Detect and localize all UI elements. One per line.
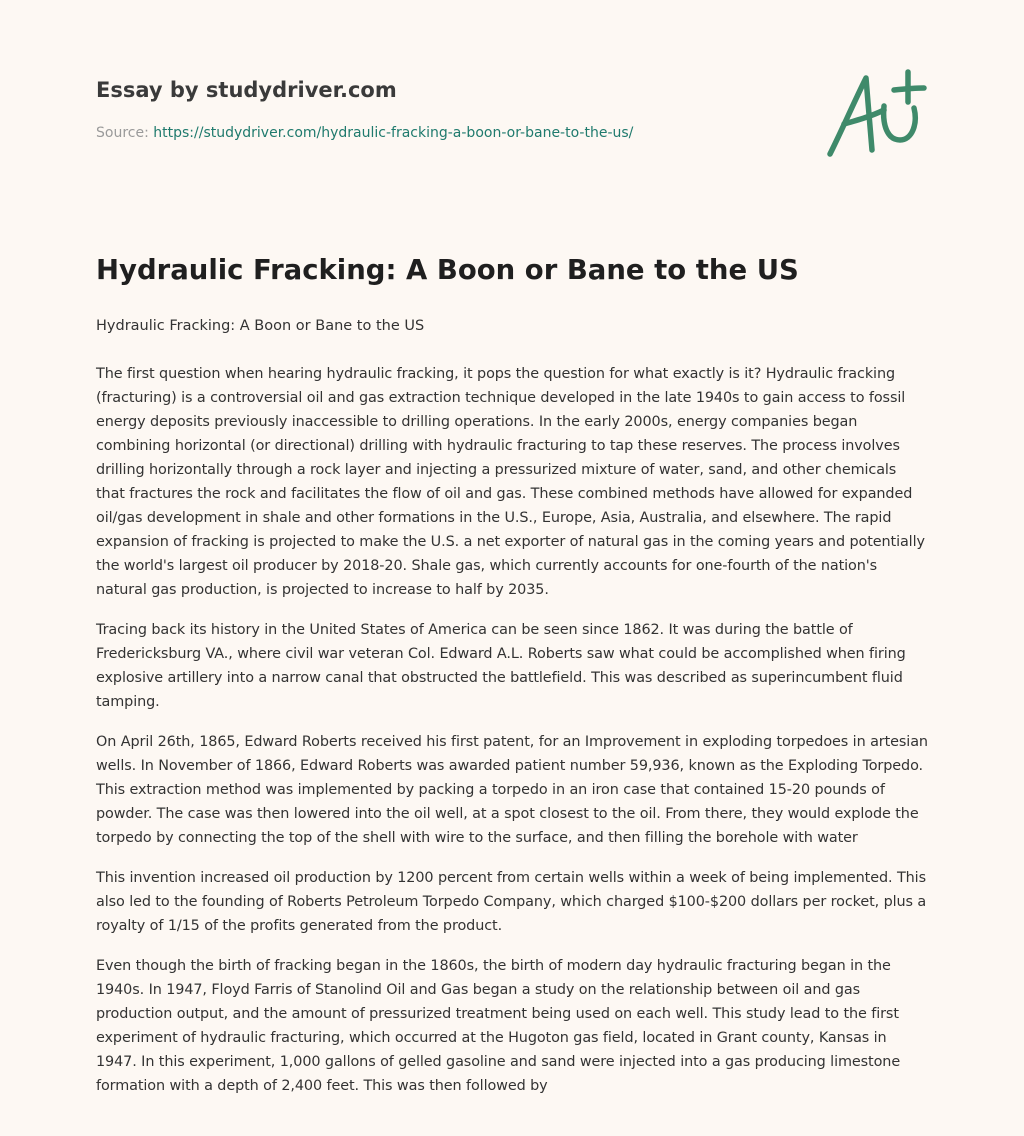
page-subtitle: Hydraulic Fracking: A Boon or Bane to the US bbox=[96, 318, 425, 334]
paragraph: The first question when hearing hydraulic fracking, it pops the question for what exactly is it? Hydraulic fracking (fracturing) is a controversial oil and gas extraction technique developed in the late 1940s to gain access to fossil energy deposits previously inaccessible to drilling operations. In the early 2000s, energy companies began combining horizontal (or directional) drilling with hydraulic fracturing to tap these reserves. The process involves drilling horizontally through a rock layer and injecting a pressurized mixture of water, sand, and other chemicals that fractures the rock and facilitates the flow of oil and gas. These combined methods have allowed for expanded oil/gas development in shale and other formations in the U.S., Europe, Asia, Australia, and elsewhere. The rapid expansion of fracking is projected to make the U.S. a net exporter of natural gas in the coming years and potentially the world's largest oil producer by 2018-20. Shale gas, which currently accounts for one-fourth of the nation's natural gas production, is projected to increase to half by 2035. bbox=[96, 366, 925, 598]
source-line bbox=[96, 125, 633, 141]
a-plus-logo-icon bbox=[824, 68, 928, 164]
source-label: Source: bbox=[96, 125, 149, 141]
paragraph: Even though the birth of fracking began in the 1860s, the birth of modern day hydraulic fracturing began in the 1940s. In 1947, Floyd Farris of Stanolind Oil and Gas began a study on the relationship between oil and gas production output, and the amount of pressurized treatment being used on each well. This study lead to the first experiment of hydraulic fracturing, which occurred at the Hugoton gas field, located in Grant county, Kansas in 1947. In this experiment, 1,000 gallons of gelled gasoline and sand were injected into a gas producing limestone formation with a depth of 2,400 feet. This was then followed by bbox=[96, 958, 901, 1094]
site-brand: Essay by studydriver.com bbox=[96, 78, 397, 102]
essay-header bbox=[96, 72, 936, 172]
paragraph: This invention increased oil production by 1200 percent from certain wells within a week of being implemented. This also led to the founding of Roberts Petroleum Torpedo Company, which charged $100-$200 dollars per rocket, plus a royalty of 1/15 of the profits generated from the product. bbox=[96, 870, 927, 934]
essay-body bbox=[96, 362, 928, 1114]
source-link[interactable]: https://studydriver.com/hydraulic-fracking-a-boon-or-bane-to-the-us/ bbox=[153, 125, 634, 141]
paragraph: On April 26th, 1865, Edward Roberts received his first patent, for an Improvement in exploding torpedoes in artesian wells. In November of 1866, Edward Roberts was awarded patient number 59,936, known as the Exploding Torpedo. This extraction method was implemented by packing a torpedo in an iron case that contained 15-20 pounds of powder. The case was then lowered into the oil well, at a spot closest to the oil. From there, they would explode the torpedo by connecting the top of the shell with wire to the surface, and then filling the borehole with water bbox=[96, 734, 928, 846]
paragraph: Tracing back its history in the United States of America can be seen since 1862. It was during the battle of Fredericksburg VA., where civil war veteran Col. Edward A.L. Roberts saw what could be accomplished when firing explosive artillery into a narrow canal that obstructed the battlefield. This was described as superincumbent fluid tamping. bbox=[96, 622, 906, 710]
page-title: Hydraulic Fracking: A Boon or Bane to the US bbox=[96, 254, 799, 286]
